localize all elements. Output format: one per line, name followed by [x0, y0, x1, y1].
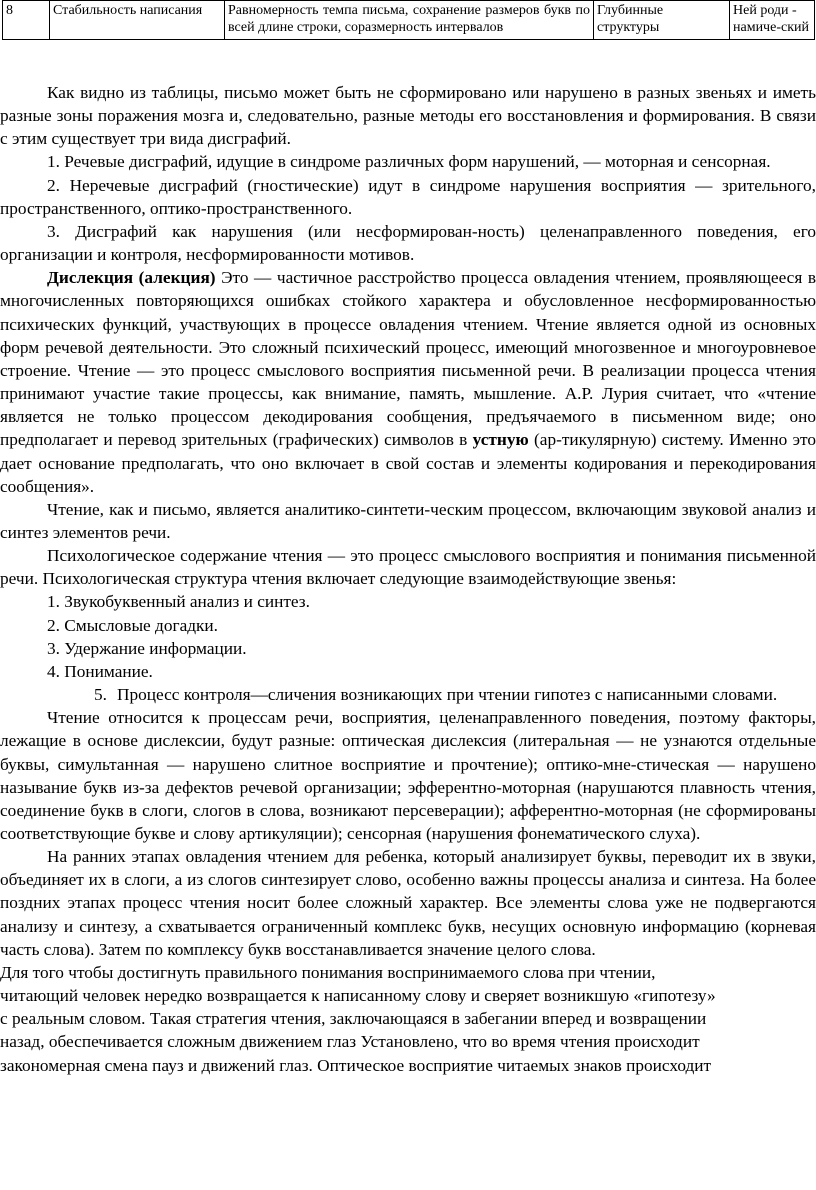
list-text: Процесс контроля—сличения возникающих при чтении гипотез с написанными словами. [117, 685, 778, 705]
list-item [0, 683, 816, 706]
list-item: 1. Речевые дисграфий, идущие в синдроме различных форм нарушений, — моторная и сенсорная. [47, 152, 771, 172]
paragraph: Чтение относится к процессам речи, восприятия, целенаправленного поведения, поэтому факторы, лежащие в основе дислексии, будут разные: оптическая дислексия (литеральная — не узнаются отдельные буквы, симультанная — нарушено слитное восприятие и прочтение); оптико-мне-стическая — нарушено называние букв из-за дефектов речевой организации; эфферентно-моторная (нарушаются плавность чтения, соединение букв в слоги, слогов в слова, возникают персеверации); афферентно-моторная (не сформированы соответствующие букве и слову артикуляции); сенсорная (нарушения фонематического слуха). [0, 708, 816, 843]
list-item: 2. Смысловые догадки. [47, 615, 218, 635]
paragraph-line: читающий человек нередко возвращается к написанному слову и сверяет возникшую «гипотезу» [0, 986, 716, 1006]
paragraph: Как видно из таблицы, письмо может быть не сформировано или нарушено в разных звеньях и иметь разные зоны поражения мозга и, следовательно, разные методы его восстановления и формирования. В связи с этим существует три вида дисграфий. [0, 83, 816, 149]
list-item: 3. Удержание информации. [47, 638, 247, 658]
dyslexia-definition [0, 266, 816, 498]
table-row [3, 1, 815, 40]
type-cell: Ней роди - намиче-ский [730, 1, 815, 40]
structures-cell: Глубинные структуры [594, 1, 730, 40]
paragraph-line: Для того чтобы достигнуть правильного понимания воспринимаемого слова при чтении, [0, 962, 656, 982]
paragraph-line: закономерная смена пауз и движений глаз. Оптическое восприятие читаемых знаков происходит [0, 1055, 712, 1075]
bold-word: устную [472, 430, 529, 450]
paragraph-line: назад, обеспечивается сложным движением глаз Установлено, что во время чтения происходит [0, 1032, 700, 1052]
paragraph-line: с реальным словом. Такая стратегия чтения, заключающаяся в забегании вперед и возвращении [0, 1009, 707, 1029]
list-item: 2. Неречевые дисграфий (гностические) идут в синдроме нарушения восприятия — зрительного, пространственного, оптико-пространственного. [0, 175, 816, 218]
paragraph: Чтение, как и письмо, является аналитико-синтети-ческим процессом, включающим звуковой анализ и синтез элементов речи. [0, 499, 816, 542]
criteria-table [2, 0, 815, 40]
list-item: 3. Дисграфий как нарушения (или несформирован-ность) целенаправленного поведения, его организации и контроля, несформированности мотивов. [0, 221, 816, 265]
paragraph: Психологическое содержание чтения — это процесс смыслового восприятия и понимания письменной речи. Психологическая структура чтения включает следующие взаимодействующие звенья: [0, 546, 816, 589]
paragraph-text: Это — частичное расстройство процесса овладения чтением, проявляющееся в многочисленных повторяющихся ошибках стойкого характера и обусловленное несформированностью психических функций, участвующих в процессе овладения чтением. Чтение является одной из основных форм речевой деятельности. Это сложный психический процесс, имеющий многозвенное и многоуровневое строение. Чтение — это процесс смыслового восприятия письменной речи. В реализации процесса чтения принимают участие такие процессы, как внимание, память, мышление. А.Р. Лурия считает, что «чтение является не только процессом декодирования сообщения, предъячаемого в письменном виде; оно предполагает и перевод зрительных (графических) символов в [0, 268, 816, 450]
criterion-cell: Стабильность написания [50, 1, 225, 40]
description-cell: Равномерность темпа письма, сохранение размеров букв по всей длине строки, соразмерность интервалов [225, 1, 594, 40]
list-item: 1. Звукобуквенный анализ и синтез. [47, 592, 310, 612]
list-item: 4. Понимание. [47, 661, 153, 681]
list-number: 5. [94, 685, 107, 705]
paragraph-text: (ар-тикулярную) систему. Именно это дает основание предполагать, что оно включает в свой состав и элементы кодирования и перекодирования сообщения». [0, 430, 816, 496]
document-body [0, 81, 816, 1077]
term-heading: Дислекция (алекция) [47, 268, 216, 288]
paragraph: На ранних этапах овладения чтением для ребенка, который анализирует буквы, переводит их в звуки, объединяет их в слоги, а из слогов синтезирует слово, особенно важны процессы анализа и синтеза. На более поздних этапах процесс чтения носит более сложный характер. Все элементы слова уже не подвергаются анализу и синтезу, а схватывается ограниченный комплекс букв, несущих основную информацию (корневая часть слова). Затем по комплексу букв восстанавливается значение целого слова. [0, 847, 816, 959]
row-number-cell: 8 [3, 1, 50, 40]
